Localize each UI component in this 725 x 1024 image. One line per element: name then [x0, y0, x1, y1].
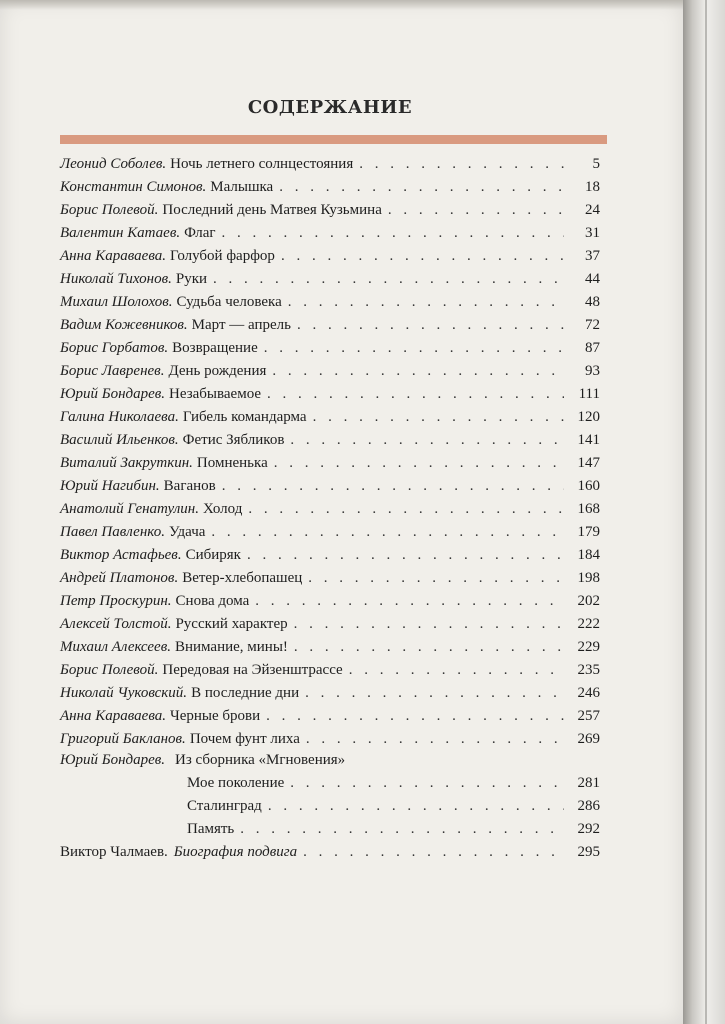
- toc-entry: [60, 225, 600, 247]
- dot-leader: [303, 844, 564, 861]
- entry-author: Борис Полевой.: [60, 202, 159, 218]
- toc-entry: [60, 340, 600, 362]
- entry-page-number: 168: [577, 501, 600, 517]
- toc-entry: [60, 317, 600, 339]
- entry-page-number: 246: [577, 685, 600, 701]
- entry-title: Ночь летнего солнцестояния: [170, 156, 354, 172]
- entry-page-number: 235: [577, 662, 600, 678]
- entry-page-number: 147: [577, 455, 600, 471]
- entry-title: Малышка: [210, 179, 274, 195]
- entry-page-number: 229: [577, 639, 600, 655]
- entry-title: Возвращение: [172, 340, 258, 356]
- entry-page-number: 48: [585, 294, 600, 310]
- toc-entry: [60, 455, 600, 477]
- entry-title: Снова дома: [175, 593, 250, 609]
- entry-page-number: 179: [577, 524, 600, 540]
- entry-title: В последние дни: [191, 685, 300, 701]
- entry-author: Борис Горбатов.: [60, 340, 169, 356]
- entry-author: Николай Чуковский.: [60, 685, 188, 701]
- toc-sub-entry: [187, 775, 600, 797]
- entry-page-number: 31: [585, 225, 600, 241]
- dot-leader: [305, 685, 564, 702]
- dot-leader: [388, 202, 564, 219]
- entry-page-number: 292: [577, 821, 600, 837]
- entry-page-number: 24: [585, 202, 600, 218]
- entry-title: День рождения: [168, 363, 267, 379]
- entry-page-number: 198: [577, 570, 600, 586]
- entry-page-number: 286: [577, 798, 600, 814]
- dot-leader: [274, 455, 564, 472]
- entry-title: Почем фунт лиха: [189, 731, 300, 747]
- spine-shadow-line: [705, 0, 707, 1024]
- dot-leader: [272, 363, 564, 380]
- entry-author: Григорий Бакланов.: [60, 731, 186, 747]
- toc-entry: [60, 570, 600, 592]
- entry-page-number: 72: [585, 317, 600, 333]
- toc-entry: [60, 478, 600, 500]
- toc-entry: [60, 708, 600, 730]
- toc-entry: [60, 271, 600, 293]
- dot-leader: [247, 547, 564, 564]
- dot-leader: [290, 775, 564, 792]
- entry-author: Николай Тихонов.: [60, 271, 172, 287]
- dot-leader: [222, 225, 564, 242]
- entry-page-number: 257: [577, 708, 600, 724]
- toc-entry: [60, 639, 600, 661]
- entry-author: Юрий Бондарев.: [60, 386, 166, 402]
- entry-title: Передовая на Эйзенштрассе: [162, 662, 343, 678]
- entry-author: Виктор Чалмаев.: [60, 844, 168, 860]
- entry-author: Виталий Закруткин.: [60, 455, 193, 471]
- dot-leader: [248, 501, 564, 518]
- entry-page-number: 120: [577, 409, 600, 425]
- entry-title: Удача: [168, 524, 206, 540]
- dot-leader: [294, 616, 564, 633]
- page-title: СОДЕРЖАНИЕ: [247, 97, 413, 118]
- entry-title: Голубой фарфор: [169, 248, 275, 264]
- entry-author: Вадим Кожевников.: [60, 317, 188, 333]
- dot-leader: [288, 294, 564, 311]
- dot-leader: [268, 798, 564, 815]
- dot-leader: [349, 662, 564, 679]
- dot-leader: [313, 409, 564, 426]
- entry-title: Флаг: [184, 225, 216, 241]
- entry-author: Борис Полевой.: [60, 662, 159, 678]
- entry-title: Биография подвига: [173, 844, 298, 860]
- entry-page-number: 5: [592, 156, 600, 172]
- toc-collection-heading: [60, 752, 600, 774]
- toc-entry: [60, 593, 600, 615]
- entry-page-number: 93: [585, 363, 600, 379]
- dot-leader: [279, 179, 564, 196]
- dot-leader: [240, 821, 564, 838]
- entry-title: Холод: [202, 501, 243, 517]
- dot-leader: [211, 524, 564, 541]
- entry-title: Внимание, мины!: [174, 639, 288, 655]
- entry-title: Сталинград: [187, 798, 262, 814]
- entry-author: Василий Ильенков.: [60, 432, 179, 448]
- toc-entry: [60, 616, 600, 638]
- toc-entry: [60, 524, 600, 546]
- toc-entry: [60, 409, 600, 431]
- entry-author: Виктор Астафьев.: [60, 547, 182, 563]
- entry-title: Черные брови: [169, 708, 261, 724]
- toc-entry: [60, 156, 600, 178]
- dot-leader: [308, 570, 564, 587]
- dot-leader: [290, 432, 564, 449]
- toc-entry: [60, 432, 600, 454]
- entry-title: Гибель командарма: [182, 409, 307, 425]
- dot-leader: [281, 248, 564, 265]
- entry-page-number: 44: [585, 271, 600, 287]
- dot-leader: [359, 156, 564, 173]
- entry-page-number: 269: [577, 731, 600, 747]
- toc-entry: [60, 547, 600, 569]
- entry-title: Руки: [175, 271, 208, 287]
- toc-entry: [60, 248, 600, 270]
- entry-author: Анна Караваева.: [60, 248, 166, 264]
- entry-page-number: 222: [577, 616, 600, 632]
- entry-page-number: 87: [585, 340, 600, 356]
- toc-entry: [60, 501, 600, 523]
- entry-title: Март — апрель: [191, 317, 291, 333]
- entry-page-number: 141: [577, 432, 600, 448]
- entry-author: Павел Павленко.: [60, 524, 165, 540]
- dot-leader: [306, 731, 564, 748]
- dot-leader: [222, 478, 564, 495]
- toc-entry: [60, 731, 600, 753]
- entry-page-number: 281: [577, 775, 600, 791]
- toc-entry: [60, 202, 600, 224]
- entry-author: Борис Лавренев.: [60, 363, 165, 379]
- entry-title: Фетис Зябликов: [182, 432, 285, 448]
- dot-leader: [266, 708, 564, 725]
- title-underline: [60, 135, 607, 144]
- entry-page-number: 184: [577, 547, 600, 563]
- toc-entry: [60, 386, 600, 408]
- entry-page-number: 18: [585, 179, 600, 195]
- entry-author: Юрий Бондарев.: [60, 752, 166, 768]
- entry-author: Леонид Соболев.: [60, 156, 167, 172]
- dot-leader: [297, 317, 564, 334]
- dot-leader: [294, 639, 564, 656]
- entry-title: Ваганов: [163, 478, 216, 494]
- entry-page-number: 202: [577, 593, 600, 609]
- entry-author: Андрей Платонов.: [60, 570, 179, 586]
- entry-title: Ветер-хлебопашец: [182, 570, 303, 586]
- dot-leader: [264, 340, 564, 357]
- toc-entry: [60, 662, 600, 684]
- toc-entry: [60, 685, 600, 707]
- entry-page-number: 295: [577, 844, 600, 860]
- collection-title: Из сборника «Мгновения»: [175, 752, 346, 768]
- entry-author: Юрий Нагибин.: [60, 478, 160, 494]
- dot-leader: [213, 271, 564, 288]
- entry-author: Константин Симонов.: [60, 179, 207, 195]
- entry-title: Последний день Матвея Кузьмина: [162, 202, 382, 218]
- toc-entry: [60, 363, 600, 385]
- dot-leader: [267, 386, 564, 403]
- entry-page-number: 160: [577, 478, 600, 494]
- entry-author: Алексей Толстой.: [60, 616, 172, 632]
- entry-author: Михаил Шолохов.: [60, 294, 173, 310]
- book-spine-edge: [683, 0, 725, 1024]
- entry-author: Галина Николаева.: [60, 409, 179, 425]
- toc-entry-afterword: [60, 844, 600, 866]
- entry-author: Анатолий Генатулин.: [60, 501, 199, 517]
- entry-author: Михаил Алексеев.: [60, 639, 171, 655]
- entry-author: Петр Проскурин.: [60, 593, 172, 609]
- entry-title: Русский характер: [175, 616, 288, 632]
- entry-title: Мое поколение: [187, 775, 285, 791]
- entry-page-number: 111: [578, 386, 600, 402]
- entry-page-number: 37: [585, 248, 600, 264]
- dot-leader: [255, 593, 564, 610]
- entry-author: Валентин Катаев.: [60, 225, 181, 241]
- entry-title: Помненька: [196, 455, 268, 471]
- toc-entry: [60, 179, 600, 201]
- toc-sub-entry: [187, 798, 600, 820]
- entry-title: Память: [187, 821, 235, 837]
- toc-entry: [60, 294, 600, 316]
- entry-title: Сибиряк: [185, 547, 241, 563]
- toc-sub-entry: [187, 821, 600, 843]
- entry-title: Незабываемое: [169, 386, 262, 402]
- entry-title: Судьба человека: [176, 294, 282, 310]
- entry-author: Анна Караваева.: [60, 708, 166, 724]
